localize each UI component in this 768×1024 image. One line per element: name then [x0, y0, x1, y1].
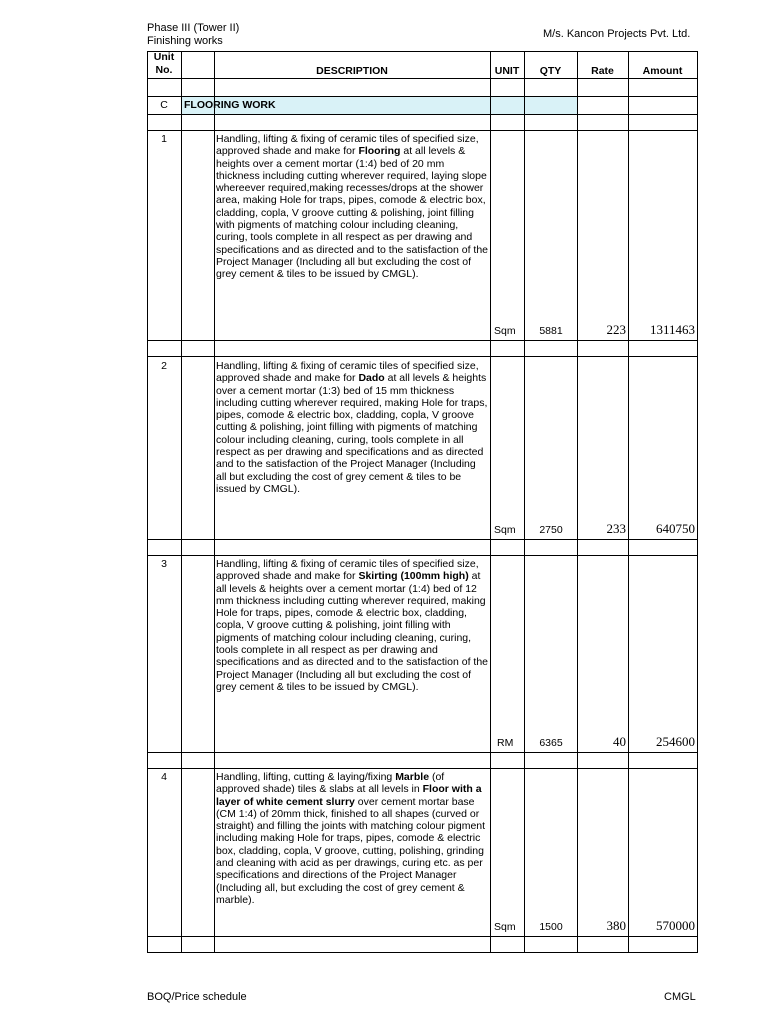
item-amount: 640750	[656, 521, 695, 536]
item-qty: 1500	[539, 921, 563, 933]
rule	[147, 555, 698, 556]
item-no: 2	[161, 360, 167, 372]
desc-bold: Flooring	[358, 145, 401, 158]
section-title-flooring: FLOORING WORK	[184, 99, 276, 111]
col-rule	[490, 51, 491, 953]
header-unit-no	[147, 51, 181, 77]
col-rule	[697, 51, 698, 953]
desc-text: Handling, lifting & fixing of ceramic tiles of specified size, approved shade and make for	[216, 360, 479, 385]
section-title: Finishing works	[147, 35, 223, 47]
col-rule	[147, 51, 148, 953]
item-description	[216, 771, 489, 906]
header-unit-no-line2: No.	[155, 64, 173, 76]
desc-text: Handling, lifting & fixing of ceramic tiles of specified size, approved shade and make for	[216, 133, 479, 158]
item-qty: 6365	[539, 737, 563, 749]
rule	[147, 114, 698, 115]
item-qty: 2750	[539, 524, 563, 536]
item-unit: Sqm	[494, 524, 516, 536]
item-rate: 233	[606, 521, 626, 536]
item-unit: RM	[497, 737, 514, 749]
item-no: 1	[161, 133, 167, 145]
item-rate: 223	[606, 322, 626, 337]
desc-bold: Floor with a layer of white cement slurry	[216, 783, 482, 808]
rule	[147, 539, 698, 540]
item-no: 4	[161, 771, 167, 783]
item-description	[216, 558, 489, 693]
desc-bold: Dado	[358, 372, 385, 385]
desc-text: (of approved shade) tiles & slabs at all levels in	[216, 771, 445, 796]
company-name: M/s. Kancon Projects Pvt. Ltd.	[543, 28, 691, 40]
desc-text: at all levels & heights over a cement mortar (1:3) bed of 15 mm thickness including cutting wherever required, making Hole for traps, pipes, comode & electric box, cladding, copla, V groove cutting & polishing, joint filling with pigments of matching colour including cleaning, curing, tools complete in all respect as per drawing and specifications and as directed and to the satisfaction of the Project Manager (Including all but excluding the cost of grey cement & tiles to be issued by CMGL).	[216, 372, 488, 495]
footer-left: BOQ/Price schedule	[147, 991, 247, 1003]
header-unit-no-line1: Unit	[153, 51, 175, 63]
col-rule	[214, 51, 215, 953]
header-amount: Amount	[642, 65, 683, 77]
rule	[147, 768, 698, 769]
rule	[147, 51, 698, 52]
desc-text: over cement mortar base (CM 1:4) of 20mm thick, finished to all shapes (curved or straight) and filling the joints with matching colour pigment including making Hole for traps, pipes, comode & electric box, cladding, copla, V groove, cutting, polishing, grinding and cleaning with acid as per drawings, curing etc. as per specifications and directions of the Project Manager (Including all, but excluding the cost of grey cement & marble).	[216, 795, 486, 906]
phase-title: Phase III (Tower II)	[147, 22, 240, 34]
item-rate: 40	[613, 734, 626, 749]
item-rate: 380	[606, 918, 626, 933]
col-rule	[628, 51, 629, 953]
desc-bold: Marble	[395, 771, 430, 783]
item-unit: Sqm	[494, 325, 516, 337]
section-code: C	[160, 99, 168, 111]
rule	[147, 340, 698, 341]
footer-right: CMGL	[664, 991, 696, 1003]
rule	[147, 78, 698, 79]
desc-text: at all levels & heights over a cement mortar (1:4) bed of 12 mm thickness including cutting wherever required, making Hole for traps, pipes, comode & electric box, cladding, copla, V groove cutting & polishing, joint filling with pigments of matching colour including cleaning, curing, tools complete in all respect as per drawing and specifications and as directed and to the satisfaction of the Project Manager (Including all but excluding the cost of grey cement & tiles to be issued by CMGL).	[216, 570, 489, 693]
item-description	[216, 133, 489, 281]
col-rule	[524, 51, 525, 953]
header-description: DESCRIPTION	[316, 65, 388, 77]
rule	[147, 752, 698, 753]
item-amount: 1311463	[649, 322, 695, 337]
item-amount: 254600	[656, 734, 695, 749]
item-qty: 5881	[539, 325, 563, 337]
header-rate: Rate	[591, 65, 614, 77]
desc-text: Handling, lifting, cutting & laying/fixing	[216, 771, 396, 783]
desc-text: Handling, lifting & fixing of ceramic tiles of specified size, approved shade and make for	[216, 558, 479, 583]
col-rule	[181, 51, 182, 953]
desc-bold: Skirting (100mm high)	[358, 570, 469, 583]
rule	[147, 356, 698, 357]
item-no: 3	[161, 558, 167, 570]
item-amount: 570000	[656, 918, 695, 933]
desc-text: at all levels & heights over a cement mortar (1:4) bed of 20 mm thickness including cutting wherever required, laying slope whereever required,making recesses/drops at the shower area, making Hole for traps, pipes, comode & electric box, cladding, copla, V groove cutting & polishing, joint filling with pigments of matching colour including cleaning, curing, tools complete in all respect as per drawing and specifications and as directed and to the satisfaction of the Project Manager (Including all but excluding the cost of grey cement & tiles to be issued by CMGL).	[216, 145, 489, 281]
item-unit: Sqm	[494, 921, 516, 933]
header-unit: UNIT	[494, 65, 520, 77]
col-rule	[577, 51, 578, 953]
item-description	[216, 360, 489, 495]
rule	[147, 936, 698, 937]
header-qty: QTY	[539, 65, 562, 77]
rule	[147, 952, 698, 953]
rule	[147, 96, 698, 97]
rule	[147, 130, 698, 131]
